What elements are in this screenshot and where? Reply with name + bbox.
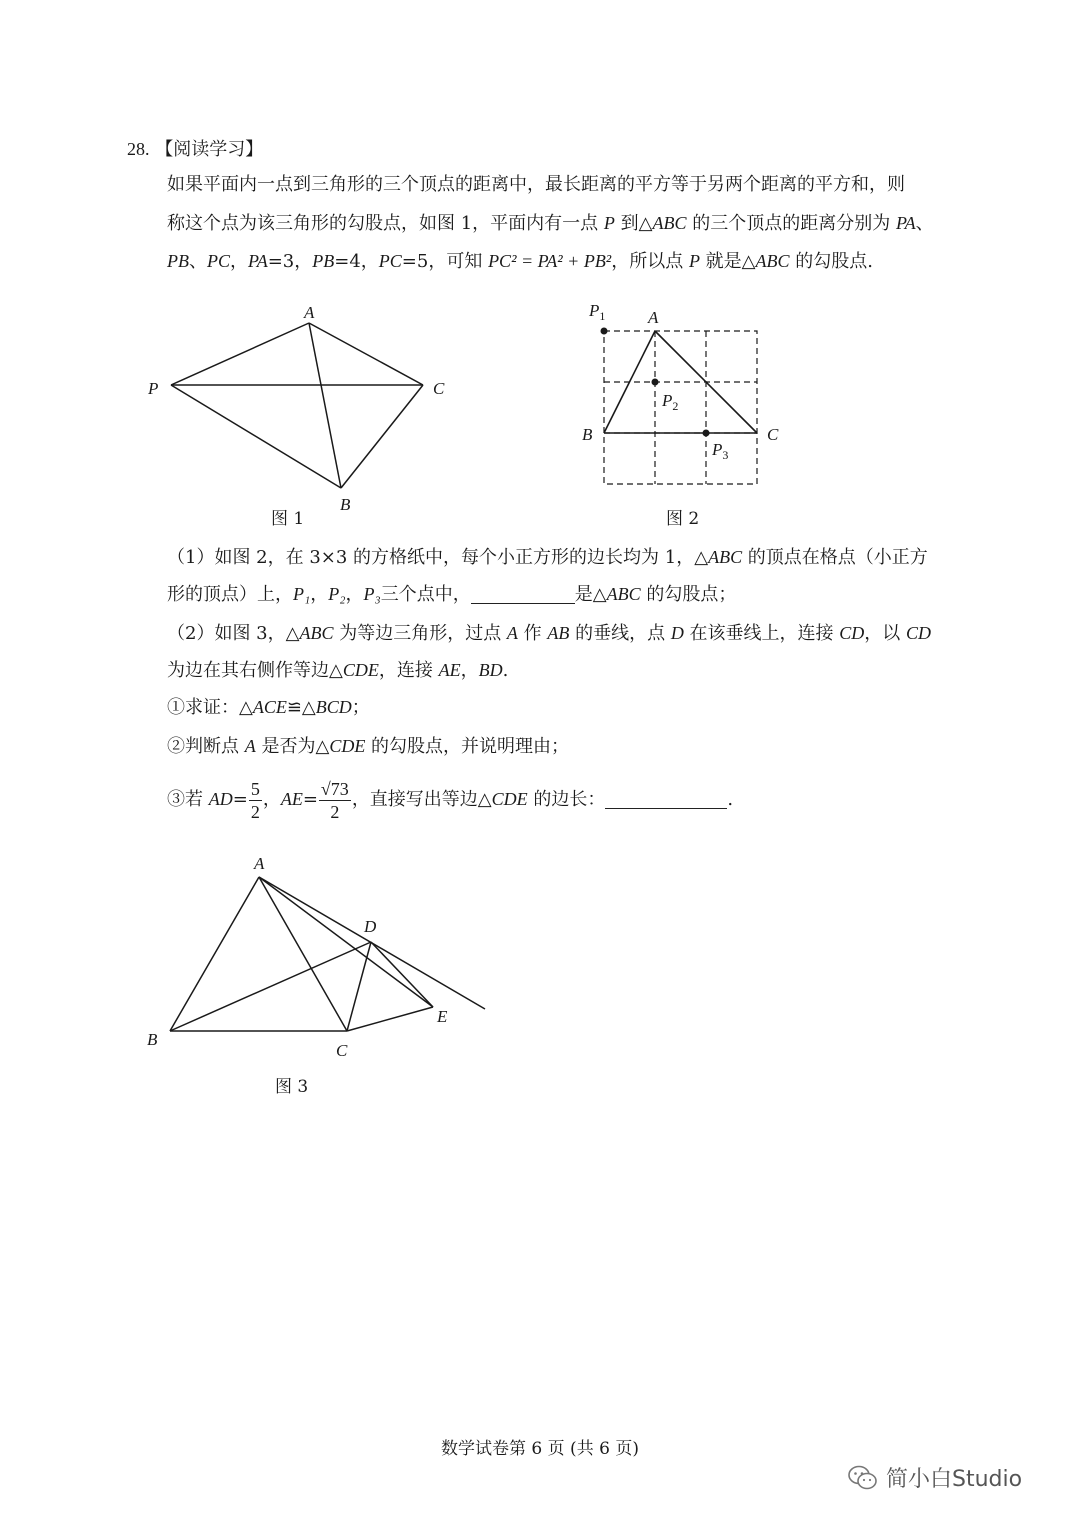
intro-line-2: 称这个点为该三角形的勾股点，如图 1，平面内有一点 P 到△ABC 的三个顶点的距离分别为 PA、 (167, 213, 934, 234)
fig3-segment-de (371, 942, 433, 1007)
fig3-label-d: D (364, 917, 377, 936)
fig3-segment-cd (347, 942, 371, 1031)
fraction-ad: $\frac{5}{2}$ (250, 778, 260, 822)
part1-line-2: 形的顶点）上，P₁，P₂，P₃三个点中， 是△ABC 的勾股点； (167, 584, 737, 605)
fig3-label-a: A (254, 854, 265, 873)
fig1-label-b: B (340, 495, 351, 514)
watermark-text: 简小白Studio (886, 1467, 1023, 1492)
fig1-label-a: A (304, 303, 315, 322)
fraction-ae: $\frac{√73}{2}$ (320, 778, 349, 822)
fig3-segment-ac (259, 877, 347, 1031)
part2-line-2: 为边在其右侧作等边△CDE，连接 AE，BD. (167, 660, 509, 681)
question-heading: 28. 【阅读学习】 (127, 139, 264, 160)
fig3-segment-ae (259, 877, 433, 1007)
subquestion-2: ②判断点 A 是否为△CDE 的勾股点，并说明理由； (167, 736, 570, 757)
fig1-caption: 图 1 (271, 509, 305, 529)
wechat-icon (848, 1465, 878, 1491)
part2-line-1: （2）如图 3，△ABC 为等边三角形，过点 A 作 AB 的垂线，点 D 在该垂线上，连接 CD，以 CD (167, 623, 932, 644)
fig3-segment-ce (347, 1007, 433, 1031)
fig2-label-b: B (582, 425, 593, 444)
fig3-caption: 图 3 (275, 1077, 309, 1097)
fig3-label-c: C (336, 1041, 348, 1060)
fig2-label-p2: $P_2$ (662, 391, 679, 413)
subquestion-1: ①求证：△ACE≌△BCD； (167, 697, 370, 718)
fig2-label-p3: $P_3$ (712, 440, 729, 462)
fig3-label-b: B (147, 1030, 158, 1049)
fig3-segment-ab (170, 877, 259, 1031)
intro-line-1: 如果平面内一点到三角形的三个顶点的距离中，最长距离的平方等于另两个距离的平方和，则 (167, 174, 905, 195)
fig3-segment-bd (170, 942, 371, 1031)
watermark (848, 1462, 1022, 1493)
fig2-label-c: C (767, 425, 779, 444)
fig2-caption: 图 2 (666, 509, 700, 529)
part1-line-1: （1）如图 2，在 3×3 的方格纸中，每个小正方形的边长均为 1，△ABC 的顶点在格点（小正方 (167, 547, 928, 568)
intro-line-3: PB、PC，PA=3，PB=4，PC=5，可知 PC² = PA² + PB²，所以点 P 就是△ABC 的勾股点. (167, 251, 873, 272)
fig2-label-a: A (648, 308, 659, 327)
subquestion-3: ③若 AD= $\frac{5}{2}$ ，AE= $\frac{√73}{2}$ ，直接写出等边△CDE 的边长： . (167, 778, 734, 822)
fig3-label-e: E (437, 1007, 448, 1026)
fig2-label-p1: $P_1$ (589, 301, 606, 323)
pythagorean-formula: PC² = PA² + PB² (488, 251, 612, 271)
fig1-label-c: C (433, 379, 445, 398)
fig1-label-p: P (148, 379, 159, 398)
page-footer: 数学试卷第 6 页 (共 6 页) (441, 1439, 639, 1459)
